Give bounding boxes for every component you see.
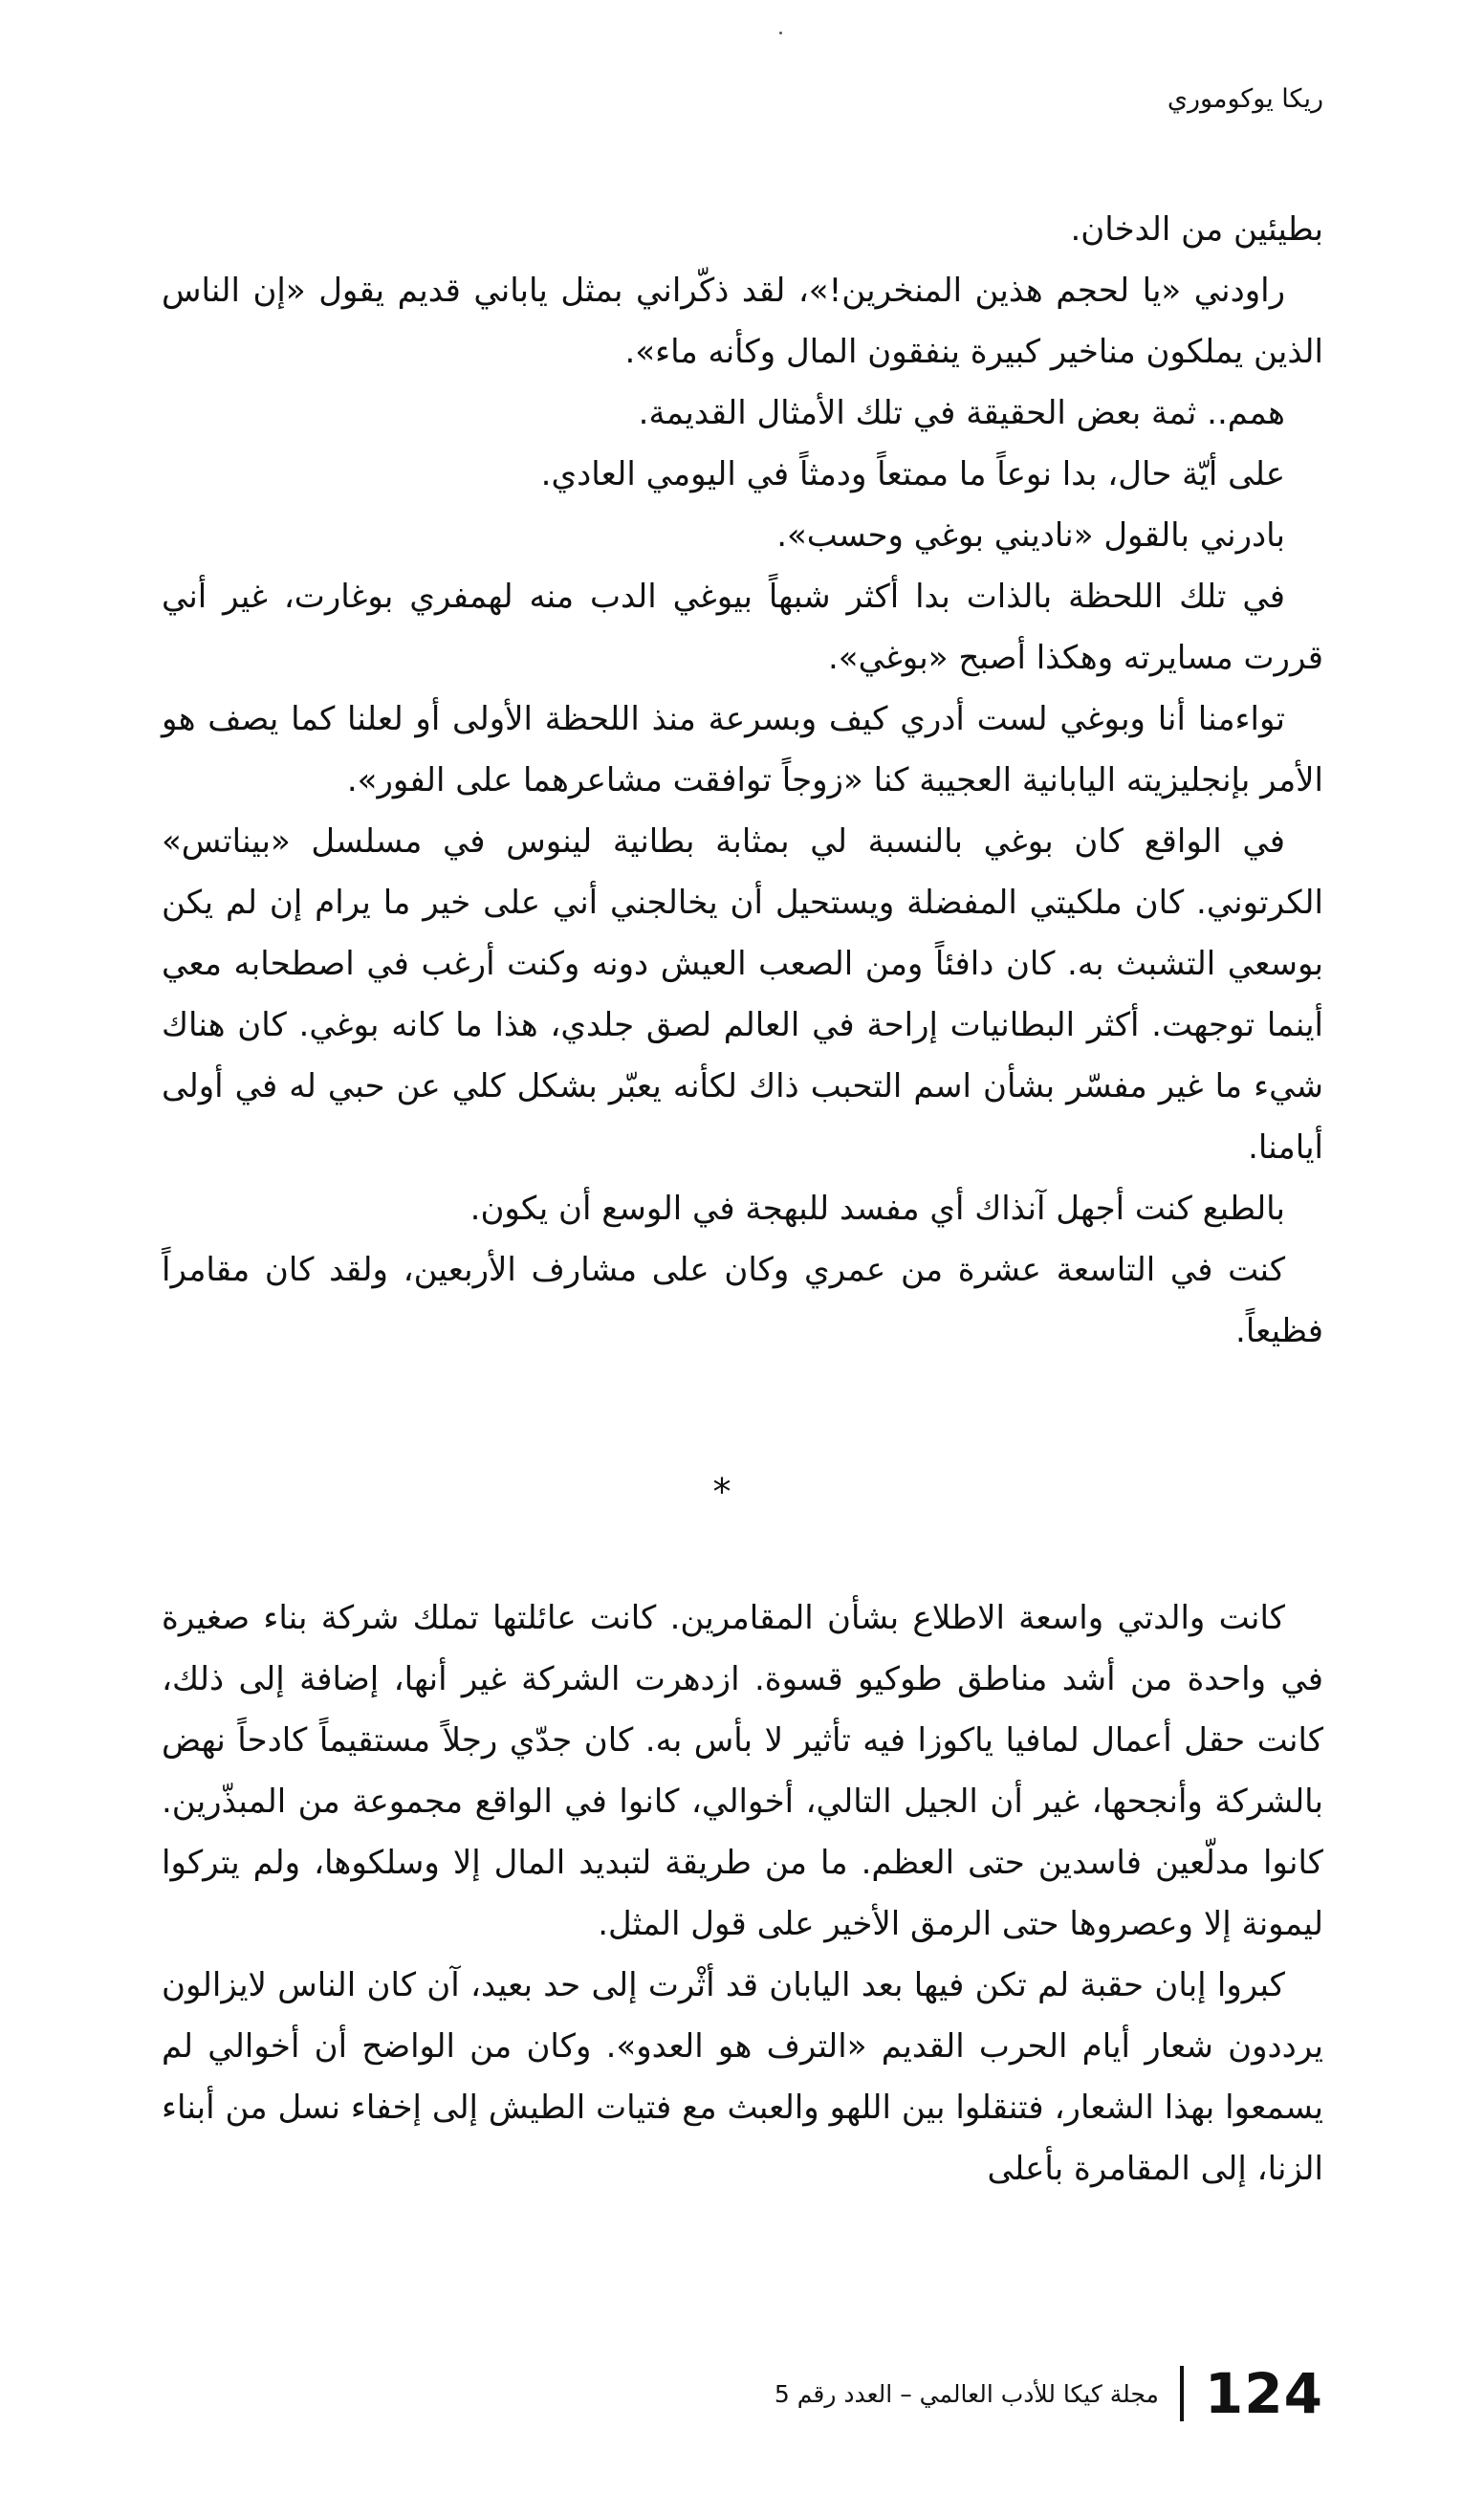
paragraph: كبروا إبان حقبة لم تكن فيها بعد اليابان قد أثْرت إلى حد بعيد، آن كان الناس لايزالون يرددون شعار أيام الحرب القديم «الترف هو العدو». وكان من الواضح أن أخوالي لم يسمعوا بهذا الشعار، فتنقلوا بين اللهو والعبث مع فتيات الطيش إلى إخفاء نسل من أبناء الزنا، إلى المقامرة بأعلى xyxy=(162,1966,1323,2188)
paragraph: بالطبع كنت أجهل آنذاك أي مفسد للبهجة في الوسع أن يكون. xyxy=(469,1190,1285,1228)
scan-speck xyxy=(779,32,782,34)
page-footer xyxy=(775,2360,1323,2427)
paragraph: راودني «يا لحجم هذين المنخرين!»، لقد ذكّراني بمثل ياباني قديم يقول «إن الناس الذين يملكون مناخير كبيرة ينفقون المال وكأنه ماء». xyxy=(162,272,1323,371)
journal-name: مجلة كيكا للأدب العالمي – العدد رقم 5 xyxy=(774,2379,1159,2408)
paragraph: كنت في التاسعة عشرة من عمري وكان على مشارف الأربعين، ولقد كان مقامراً فظيعاً. xyxy=(162,1251,1323,1350)
section-separator: * xyxy=(712,1471,731,1513)
section-2-text xyxy=(162,1587,1323,2199)
paragraph: في تلك اللحظة بالذات بدا أكثر شبهاً بيوغي الدب منه لهمفري بوغارت، غير أني قررت مسايرته وهكذا أصبح «بوغي». xyxy=(162,578,1323,677)
paragraph: كانت والدتي واسعة الاطلاع بشأن المقامرين. كانت عائلتها تملك شركة بناء صغيرة في واحدة من أشد مناطق طوكيو قسوة. ازدهرت الشركة غير أنها، إضافة إلى ذلك، كانت حقل أعمال لمافيا ياكوزا فيه تأثير لا بأس به. كان جدّي رجلاً مستقيماً كادحاً نهض بالشركة وأنجحها، غير أن الجيل التالي، أخوالي، كانوا في الواقع مجموعة من المبذّرين. كانوا مدلّعين فاسدين حتى العظم. ما من طريقة لتبديد المال إلا وسلكوها، ولم يتركوا ليمونة إلا وعصروها حتى الرمق الأخير على قول المثل. xyxy=(162,1599,1323,1943)
paragraph: تواءمنا أنا وبوغي لست أدري كيف وبسرعة منذ اللحظة الأولى أو لعلنا كما يصف هو الأمر بإنجليزيته اليابانية العجيبة كنا «زوجاً توافقت مشاعرهما على الفور». xyxy=(162,700,1323,799)
paragraph: على أيّة حال، بدا نوعاً ما ممتعاً ودمثاً في اليومي العادي. xyxy=(540,455,1285,493)
paragraph: بطيئين من الدخان. xyxy=(1070,210,1323,249)
paragraph: في الواقع كان بوغي بالنسبة لي بمثابة بطانية لينوس في مسلسل «بيناتس» الكرتوني. كان ملكيتي المفضلة ويستحيل أن يخالجني أني على خير ما يرام إن لم يكن بوسعي التشبث به. كان دافئاً ومن الصعب العيش دونه وكنت أرغب في اصطحابه معي أينما توجهت. أكثر البطانيات إراحة في العالم لصق جلدي، هذا ما كانه بوغي. كان هناك شيء ما غير مفسّر بشأن اسم التحبب ذاك لكأنه يعبّر بشكل كلي عن حبي له في أولى أيامنا. xyxy=(162,822,1323,1167)
footer-divider xyxy=(1180,2366,1184,2421)
page-number: 124 xyxy=(1204,2361,1323,2426)
running-header-author: ريكا يوكوموري xyxy=(1167,84,1323,114)
section-1-text xyxy=(162,199,1323,1362)
paragraph: همم.. ثمة بعض الحقيقة في تلك الأمثال القديمة. xyxy=(638,394,1285,432)
paragraph: بادرني بالقول «ناديني بوغي وحسب». xyxy=(776,516,1285,555)
